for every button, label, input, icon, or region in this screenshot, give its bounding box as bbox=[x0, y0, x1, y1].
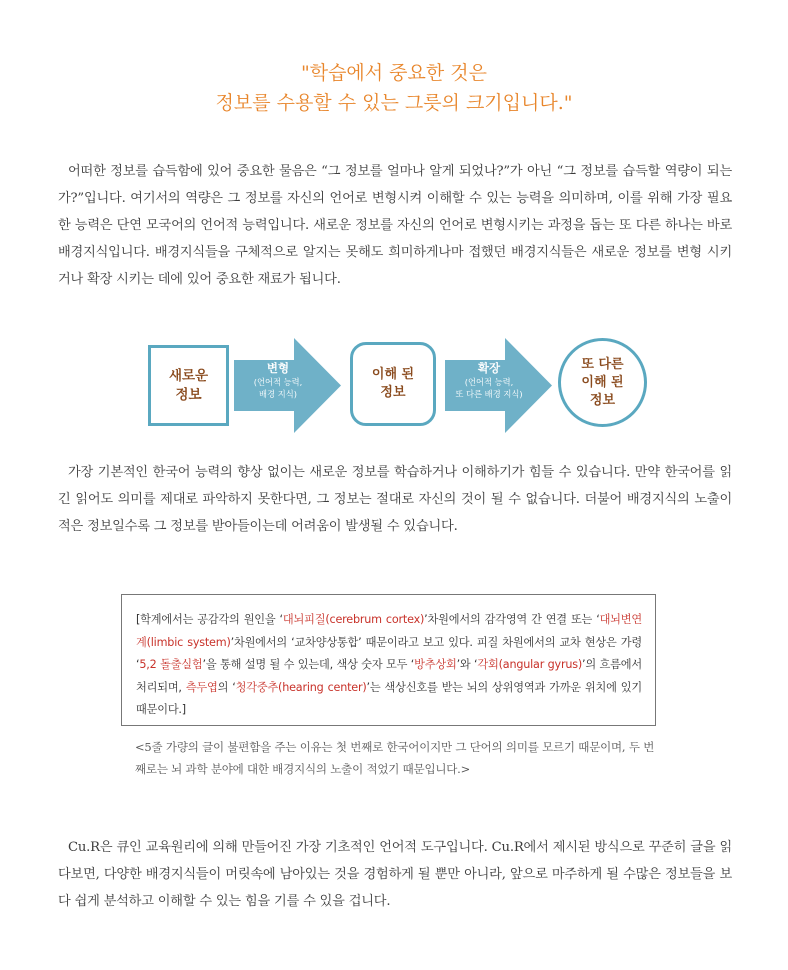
flow-arrow-expand-title: 확장 bbox=[477, 361, 501, 375]
flow-node-new-info: 새로운 정보 bbox=[148, 345, 229, 426]
headline-quote bbox=[0, 58, 788, 118]
intro-paragraph-text: 어떠한 정보를 습득함에 있어 중요한 물음은 “그 정보를 얼마나 알게 되었나?”가 아닌 “그 정보를 습득할 역량이 되는가?”입니다. 여기서의 역량은 그 정보를 자신의 언어로 변형시켜 이해할 수 있는 능력을 의미하며, 이를 위해 가장 필요한 능력은 단연 모국어의 언어적 능력입니다. 새로운 정보를 자신의 언어로 변형시키는 과정을 돕는 또 다른 하나는 바로 배경지식입니다. 배경지식들을 구체적으로 알지는 못해도 희미하게나마 접했던 배경지식들은 새로운 정보를 변형 시키거나 확장 시키는 데에 있어 중요한 재료가 됩니다. bbox=[58, 164, 732, 287]
example-note: <5줄 가량의 글이 불편함을 주는 이유는 첫 번째로 한국어이지만 그 단어의 의미를 모르기 때문이며, 두 번째로는 뇌 과학 분야에 대한 배경지식의 노출이 적었기 때문입니다.> bbox=[135, 740, 655, 776]
quote-line-2: 정보를 수용할 수 있는 그릇의 크기입니다." bbox=[215, 92, 573, 114]
highlight-term: 각회(angular gyrus) bbox=[477, 658, 583, 671]
quote-line-1: "학습에서 중요한 것은 bbox=[300, 62, 487, 84]
highlight-term: 5,2 돌출실험 bbox=[139, 658, 203, 671]
middle-paragraph-text: 가장 기본적인 한국어 능력의 향상 없이는 새로운 정보를 학습하거나 이해하기가 힘들 수 있습니다. 만약 한국어를 읽긴 읽어도 의미를 제대로 파악하지 못한다면, 그 정보는 절대로 자신의 것이 될 수 없습니다. 더불어 배경지식의 노출이 적은 정보일수록 그 정보를 받아들이는데 어려움이 발생될 수 있습니다. bbox=[58, 465, 732, 534]
closing-paragraph-text: Cu.R은 큐인 교육원리에 의해 만들어진 가장 기초적인 언어적 도구입니다. Cu.R에서 제시된 방식으로 꾸준히 글을 읽다보면, 다양한 배경지식들이 머릿속에 남아있는 것을 경험하게 될 뿐만 아니라, 앞으로 마주하게 될 수많은 정보들을 보다 쉽게 분석하고 이해할 수 있는 힘을 기를 수 있을 겁니다. bbox=[58, 840, 732, 909]
highlight-term: 측두엽 bbox=[185, 680, 218, 694]
flow-diagram bbox=[146, 338, 646, 433]
flow-node-understood-info: 이해 된 정보 bbox=[350, 342, 436, 426]
intro-paragraph bbox=[58, 158, 732, 293]
highlight-term: 방추상회 bbox=[414, 658, 457, 671]
highlight-term: 청각중추(hearing center) bbox=[235, 680, 367, 694]
flow-arrow-transform-title: 변형 bbox=[266, 361, 290, 375]
flow-arrow-expand: 확장 (언어적 능력, 또 다른 배경 지식) bbox=[445, 338, 552, 433]
highlight-term: 대뇌피질(cerebrum cortex) bbox=[282, 613, 425, 626]
flow-arrow-transform: 변형 (언어적 능력, 배경 지식) bbox=[234, 338, 341, 433]
example-text-box: [학계에서는 공감각의 원인을 ‘대뇌피질(cerebrum cortex)’차원에서의 감각영역 간 연결 또는 ‘대뇌변연계(limbic system)’차원에서의 ‘교차양상통합’ 때문이라고 보고 있다. 피질 차원에서의 교차 현상은 가령 ‘5,2 돌출실험’을 통해 설명 될 수 있는데, 색상 숫자 모두 ‘방추상회’와 ‘각회(angular gyrus)’의 흐름에서 처리되며, 측두엽의 ‘청각중추(hearing center)’는 색상신호를 받는 뇌의 상위영역과 가까운 위치에 있기 때문이다.] bbox=[121, 594, 656, 726]
flow-node-other-understood-info: 또 다른 이해 된 정보 bbox=[558, 338, 647, 427]
middle-paragraph bbox=[58, 459, 732, 540]
closing-paragraph bbox=[58, 834, 732, 915]
highlight-term: 대뇌변연계(limbic system) bbox=[136, 613, 642, 649]
